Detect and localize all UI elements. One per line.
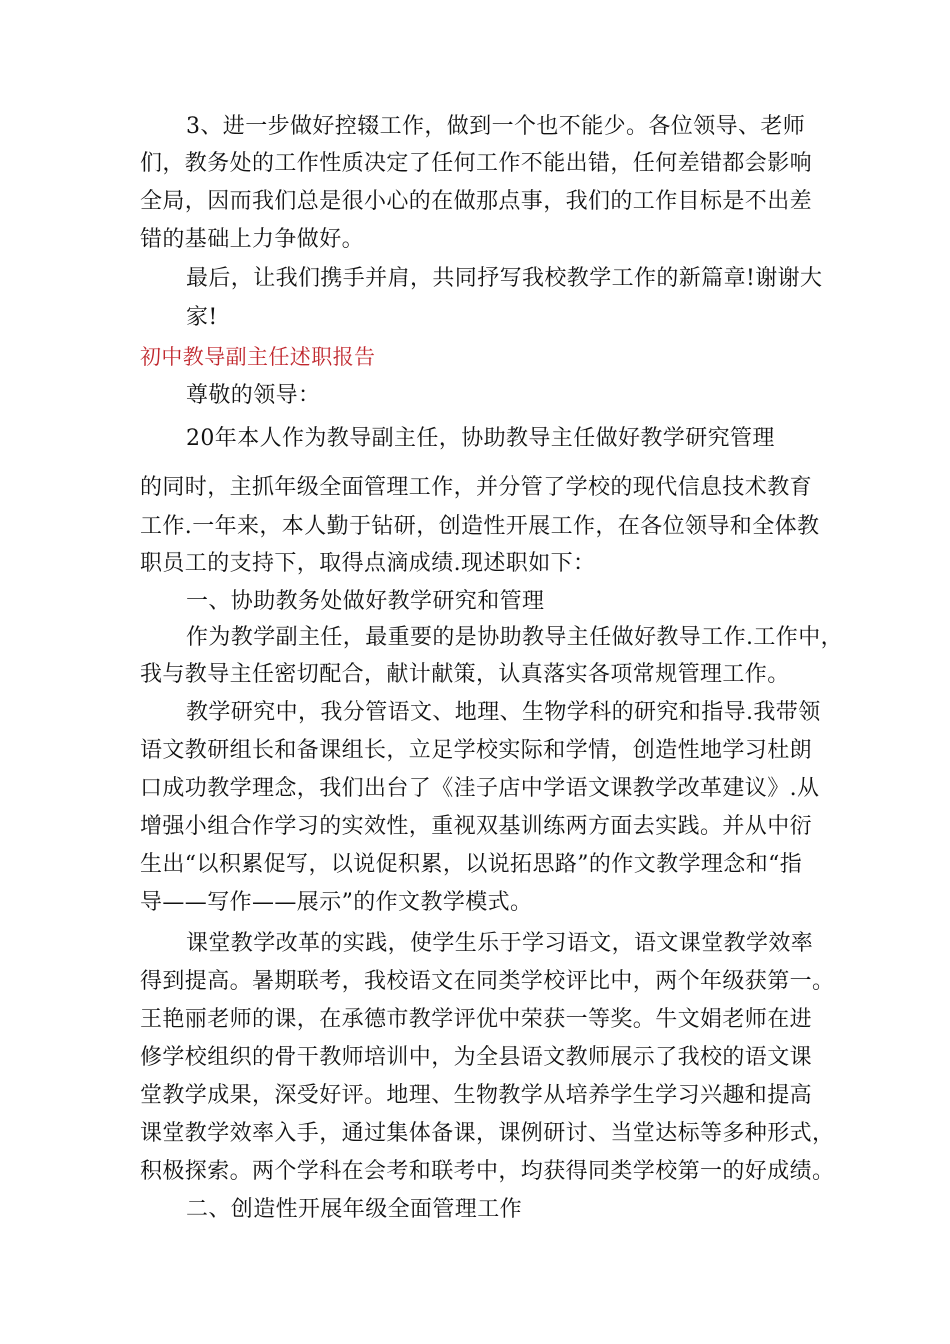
paragraph-line: 生出“以积累促写，以说促积累，以说拓思路”的作文教学理念和“指 — [140, 852, 803, 877]
paragraph-line: 导——写作——展示”的作文教学模式。 — [140, 890, 533, 915]
paragraph-line: 语文教研组长和备课组长，立足学校实际和学情，创造性地学习杜朗 — [140, 738, 813, 763]
paragraph-line: 作为教学副主任，最重要的是协助教导主任做好教导工作.工作中， — [186, 625, 843, 650]
paragraph-line: 教学研究中，我分管语文、地理、生物学科的研究和指导.我带领 — [186, 700, 821, 725]
paragraph-line: 工作.一年来，本人勤于钻研，创造性开展工作，在各位领导和全体教 — [140, 514, 820, 539]
paragraph-line: 课堂教学效率入手，通过集体备课，课例研讨、当堂达标等多种形式， — [140, 1121, 835, 1146]
paragraph-line: 增强小组合作学习的实效性，重视双基训练两方面去实践。并从中衍 — [140, 814, 813, 839]
paragraph-line: 家! — [186, 305, 218, 330]
section-heading-2: 二、创造性开展年级全面管理工作 — [186, 1197, 523, 1222]
paragraph-line: 王艳丽老师的课，在承德市教学评优中荣获一等奖。牛文娟老师在进 — [140, 1007, 813, 1032]
paragraph-line: 我与教导主任密切配合，献计献策，认真落实各项常规管理工作。 — [140, 662, 790, 687]
paragraph-line: 最后，让我们携手并肩，共同抒写我校教学工作的新篇章!谢谢大 — [186, 266, 823, 291]
paragraph-line: 积极探索。两个学科在会考和联考中，均获得同类学校第一的好成绩。 — [140, 1159, 835, 1184]
paragraph-line: 口成功教学理念，我们出台了《洼子店中学语文课教学改革建议》.从 — [140, 776, 820, 801]
paragraph-line: 错的基础上力争做好。 — [140, 227, 365, 252]
paragraph-line: 职员工的支持下，取得点滴成绩.现述职如下： — [140, 551, 596, 576]
paragraph-line: 们，教务处的工作性质决定了任何工作不能出错，任何差错都会影响 — [140, 151, 813, 176]
paragraph-line: 20年本人作为教导副主任，协助教导主任做好教学研究管理 — [186, 426, 775, 451]
paragraph-line: 3、进一步做好控辍工作，做到一个也不能少。各位领导、老师 — [186, 114, 806, 139]
paragraph-line: 的同时，主抓年级全面管理工作，并分管了学校的现代信息技术教育 — [140, 475, 813, 500]
paragraph-line: 课堂教学改革的实践，使学生乐于学习语文，语文课堂教学效率 — [186, 931, 814, 956]
paragraph-line: 修学校组织的骨干教师培训中，为全县语文教师展示了我校的语文课 — [140, 1045, 813, 1070]
paragraph-line: 得到提高。暑期联考，我校语文在同类学校评比中，两个年级获第一。 — [140, 969, 835, 994]
paragraph-line: 堂教学成果，深受好评。地理、生物教学从培养学生学习兴趣和提高 — [140, 1083, 813, 1108]
paragraph-line: 全局，因而我们总是很小心的在做那点事，我们的工作目标是不出差 — [140, 189, 813, 214]
report-title: 初中教导副主任述职报告 — [140, 345, 376, 369]
section-heading-1: 一、协助教务处做好教学研究和管理 — [186, 589, 545, 614]
salutation: 尊敬的领导： — [186, 383, 321, 408]
